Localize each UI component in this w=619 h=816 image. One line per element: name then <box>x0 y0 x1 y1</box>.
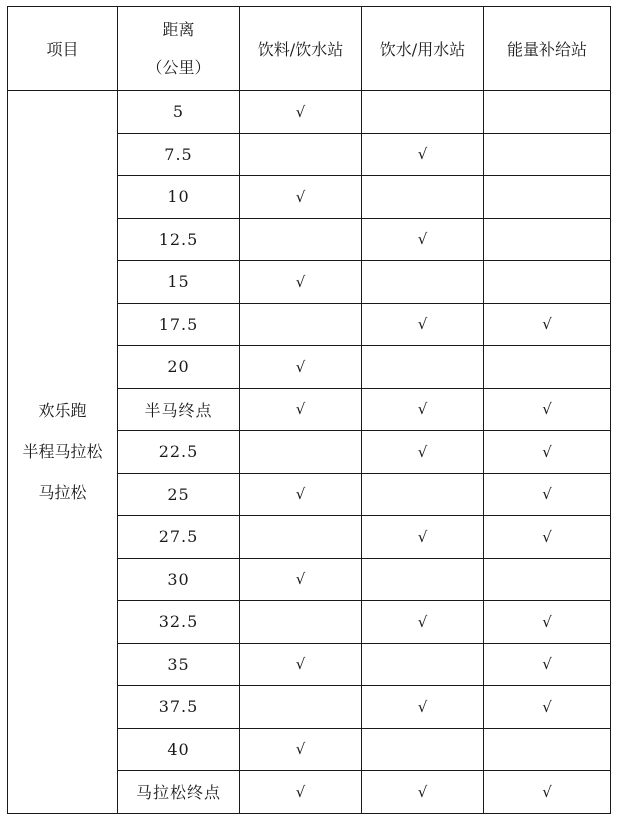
event-name: 欢乐跑 <box>38 401 87 421</box>
energy-station-cell: √ <box>484 643 611 686</box>
distance-cell: 27.5 <box>118 516 240 559</box>
drink-station-cell <box>240 516 362 559</box>
drink-station-cell: √ <box>240 346 362 389</box>
drink-station-cell: √ <box>240 261 362 304</box>
distance-cell: 10 <box>118 176 240 219</box>
energy-station-cell: √ <box>484 686 611 729</box>
energy-station-cell <box>484 346 611 389</box>
distance-cell: 25 <box>118 473 240 516</box>
event-name: 半程马拉松 <box>22 442 103 462</box>
water-station-cell <box>362 91 484 134</box>
water-station-cell <box>362 473 484 516</box>
energy-station-cell: √ <box>484 601 611 644</box>
distance-cell: 12.5 <box>118 218 240 261</box>
energy-station-cell: √ <box>484 771 611 814</box>
distance-cell: 15 <box>118 261 240 304</box>
header-distance <box>118 7 240 91</box>
distance-cell: 5 <box>118 91 240 134</box>
header-energy-station: 能量补给站 <box>484 7 611 91</box>
event-cell <box>8 91 118 814</box>
energy-station-cell: √ <box>484 303 611 346</box>
water-station-cell <box>362 176 484 219</box>
drink-station-cell <box>240 133 362 176</box>
energy-station-cell: √ <box>484 431 611 474</box>
water-station-cell <box>362 346 484 389</box>
distance-cell: 40 <box>118 728 240 771</box>
water-station-cell: √ <box>362 601 484 644</box>
water-station-cell <box>362 728 484 771</box>
drink-station-cell <box>240 218 362 261</box>
event-name: 马拉松 <box>38 483 87 503</box>
distance-cell: 半马终点 <box>118 388 240 431</box>
drink-station-cell <box>240 601 362 644</box>
water-station-cell: √ <box>362 431 484 474</box>
distance-cell: 22.5 <box>118 431 240 474</box>
distance-cell: 37.5 <box>118 686 240 729</box>
energy-station-cell <box>484 558 611 601</box>
water-station-cell: √ <box>362 388 484 431</box>
drink-station-cell: √ <box>240 473 362 516</box>
energy-station-cell <box>484 176 611 219</box>
distance-cell: 7.5 <box>118 133 240 176</box>
supply-station-table <box>7 6 611 814</box>
distance-cell: 30 <box>118 558 240 601</box>
drink-station-cell: √ <box>240 728 362 771</box>
drink-station-cell: √ <box>240 771 362 814</box>
distance-cell: 20 <box>118 346 240 389</box>
energy-station-cell <box>484 218 611 261</box>
distance-cell: 32.5 <box>118 601 240 644</box>
header-row <box>8 7 611 91</box>
energy-station-cell: √ <box>484 473 611 516</box>
drink-station-cell: √ <box>240 558 362 601</box>
water-station-cell <box>362 558 484 601</box>
drink-station-cell <box>240 303 362 346</box>
energy-station-cell <box>484 133 611 176</box>
water-station-cell: √ <box>362 218 484 261</box>
water-station-cell: √ <box>362 303 484 346</box>
distance-cell: 35 <box>118 643 240 686</box>
drink-station-cell: √ <box>240 176 362 219</box>
water-station-cell: √ <box>362 771 484 814</box>
energy-station-cell: √ <box>484 516 611 559</box>
header-event: 项目 <box>8 7 118 91</box>
energy-station-cell <box>484 728 611 771</box>
drink-station-cell: √ <box>240 643 362 686</box>
energy-station-cell: √ <box>484 388 611 431</box>
energy-station-cell <box>484 261 611 304</box>
water-station-cell <box>362 643 484 686</box>
water-station-cell: √ <box>362 133 484 176</box>
water-station-cell <box>362 261 484 304</box>
drink-station-cell: √ <box>240 91 362 134</box>
energy-station-cell <box>484 91 611 134</box>
drink-station-cell: √ <box>240 388 362 431</box>
distance-cell: 马拉松终点 <box>118 771 240 814</box>
table-body <box>8 91 611 814</box>
header-distance-label: 距离 <box>162 19 195 39</box>
water-station-cell: √ <box>362 686 484 729</box>
header-water-station: 饮水/用水站 <box>362 7 484 91</box>
table-row <box>8 91 611 134</box>
header-drink-station: 饮料/饮水站 <box>240 7 362 91</box>
water-station-cell: √ <box>362 516 484 559</box>
header-distance-unit: （公里） <box>146 57 211 77</box>
distance-cell: 17.5 <box>118 303 240 346</box>
drink-station-cell <box>240 686 362 729</box>
drink-station-cell <box>240 431 362 474</box>
